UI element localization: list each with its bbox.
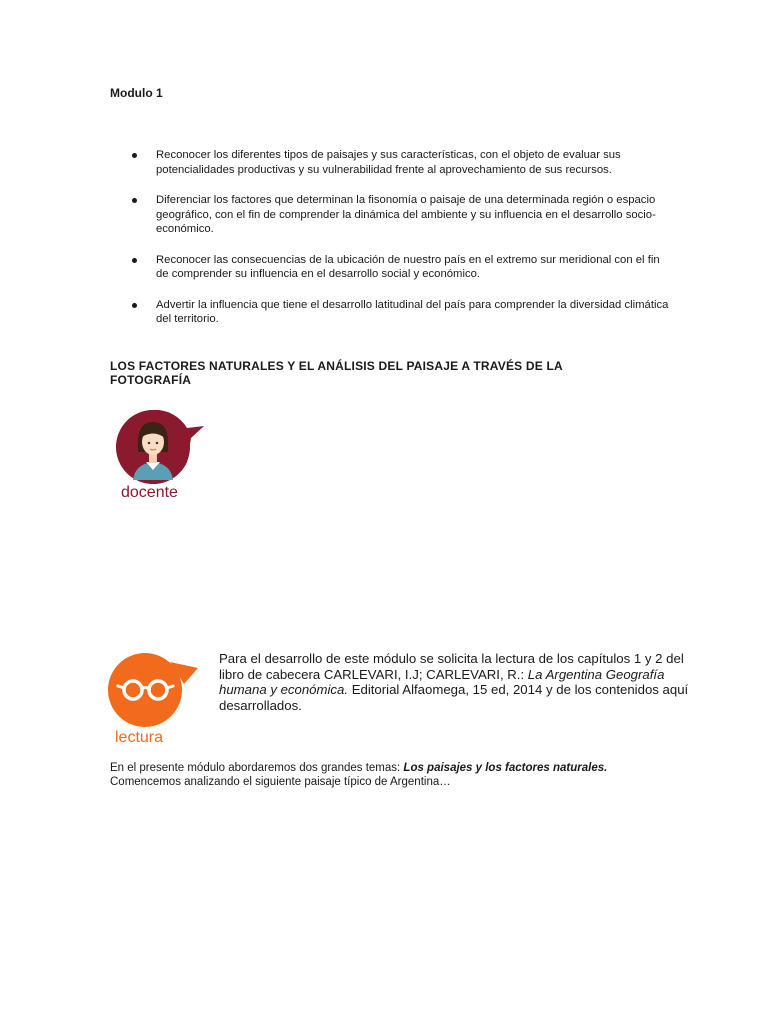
intro-lead: En el presente módulo abordaremos dos grandes temas: bbox=[110, 762, 404, 774]
objective-text: Diferenciar los factores que determinan la fisonomía o paisaje de una determinada región o espacio geográfico, con el fin de comprender la dinámica del ambiente y su influencia en el desarrollo socio-económico. bbox=[156, 194, 656, 235]
reading-text-part2: Editorial Alfaomega, 15 ed, 2014 y de los contenidos aquí desarrollados. bbox=[219, 682, 689, 713]
bullet-icon bbox=[132, 153, 137, 158]
lectura-badge bbox=[108, 652, 200, 748]
book-title: La Argentina Geografía humana y económica. bbox=[219, 666, 665, 697]
objective-item bbox=[110, 148, 670, 177]
objective-item bbox=[110, 253, 670, 282]
objective-text: Reconocer los diferentes tipos de paisajes y sus características, con el objeto de evaluar sus potencialidades productivas y su vulnerabilidad frente al aprovechamiento de sus recursos. bbox=[156, 149, 621, 176]
objectives-list bbox=[110, 148, 670, 343]
reading-text-part1: Para el desarrollo de este módulo se solicita la lectura de los capítulos 1 y 2 del libro de cabecera CARLEVARI, I.J; CARLEVARI, R.: bbox=[219, 651, 684, 682]
intro-paragraph bbox=[110, 761, 630, 789]
docente-badge bbox=[113, 408, 205, 504]
module-title: Modulo 1 bbox=[110, 86, 163, 100]
bullet-icon bbox=[132, 198, 137, 203]
lectura-label: lectura bbox=[115, 729, 164, 746]
intro-topics: Los paisajes y los factores naturales. bbox=[403, 762, 608, 774]
reading-assignment bbox=[219, 651, 709, 713]
reading-glasses-icon bbox=[108, 652, 200, 730]
section-heading: LOS FACTORES NATURALES Y EL ANÁLISIS DEL PAISAJE A TRAVÉS DE LA FOTOGRAFÍA bbox=[110, 359, 563, 387]
objective-text: Reconocer las consecuencias de la ubicación de nuestro país en el extremo sur meridional con el fin de comprender su influencia en el desarrollo social y económico. bbox=[156, 253, 660, 280]
bullet-icon bbox=[132, 258, 137, 263]
intro-next-line: Comencemos analizando el siguiente paisaje típico de Argentina… bbox=[110, 776, 451, 788]
docente-label: docente bbox=[121, 484, 178, 501]
bullet-icon bbox=[132, 303, 137, 308]
objective-item bbox=[110, 193, 670, 237]
objective-item bbox=[110, 298, 670, 327]
teacher-avatar-icon bbox=[113, 408, 205, 484]
objective-text: Advertir la influencia que tiene el desarrollo latitudinal del país para comprender la diversidad climática del territorio. bbox=[156, 298, 669, 325]
